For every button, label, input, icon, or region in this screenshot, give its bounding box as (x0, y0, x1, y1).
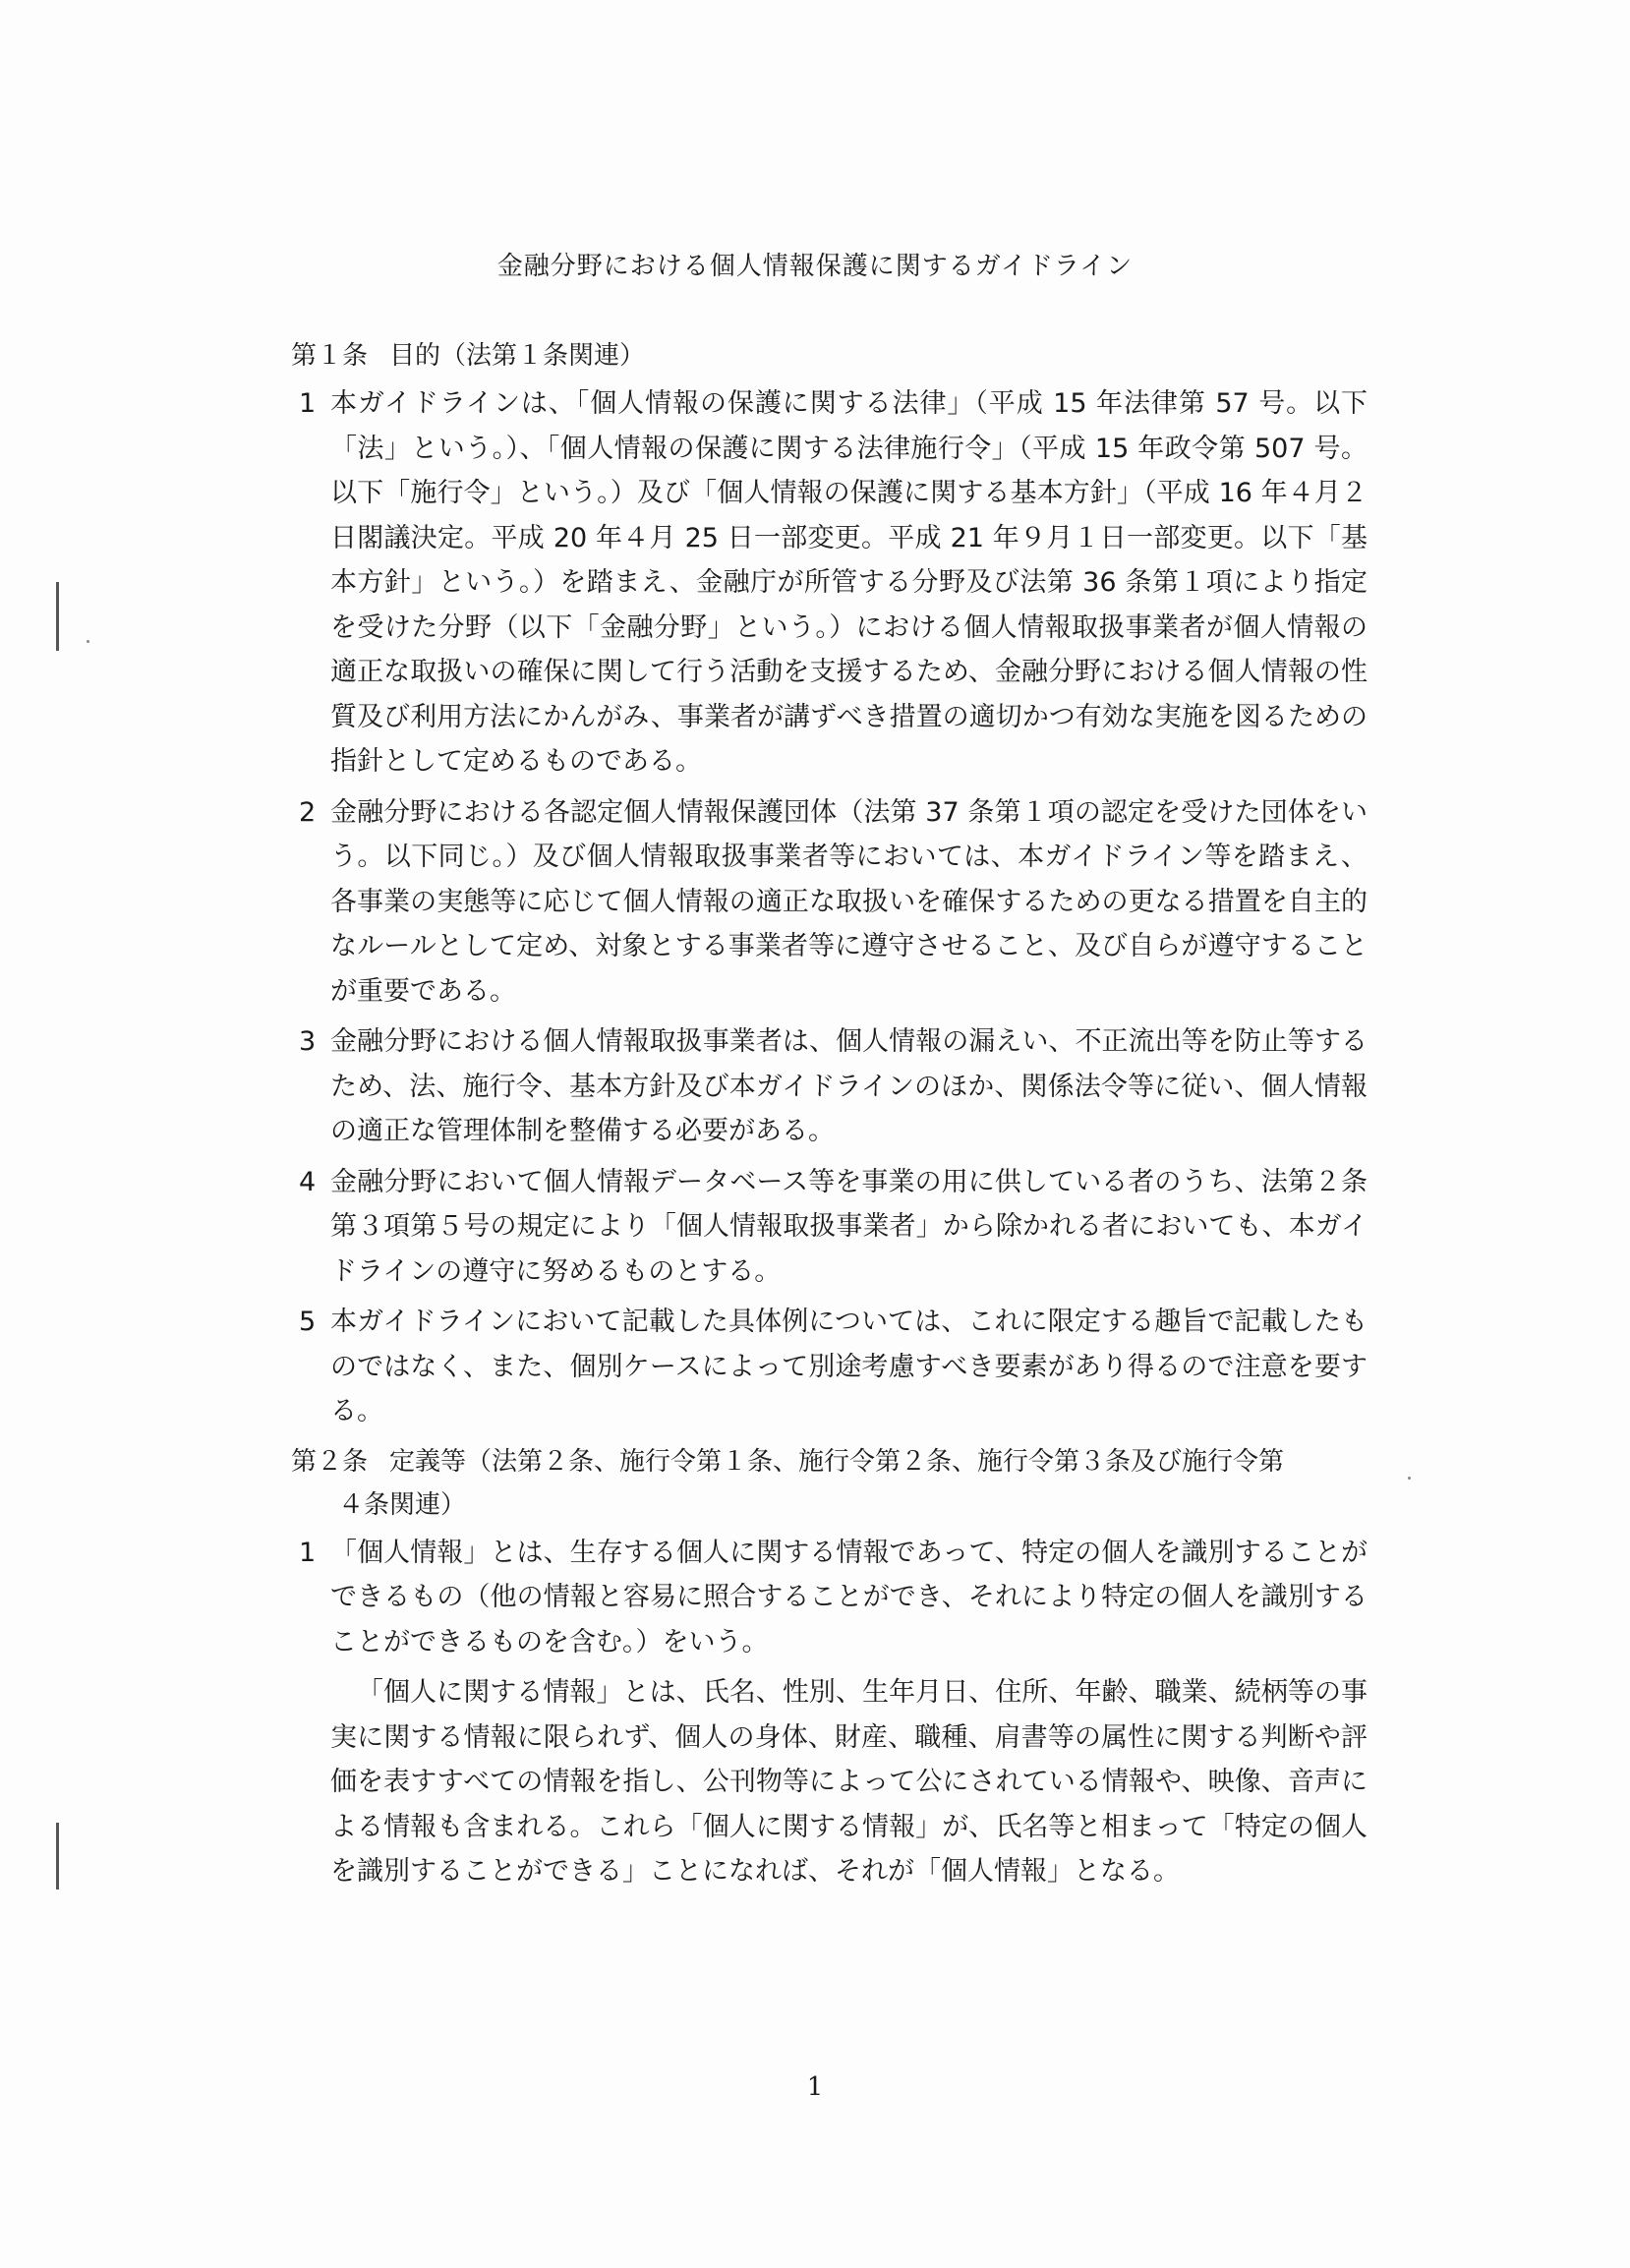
paragraph-number: 1 (299, 1537, 317, 1568)
paragraph-text: 金融分野における個人情報取扱事業者は、個人情報の漏えい、不正流出等を防止等するため、法、施行令、基本方針及び本ガイドラインのほか、関係法令等に従い、個人情報の適正な管理体制を整備する必要がある。 (330, 1026, 1368, 1146)
article-2-title: 定義等（法第２条、施行令第１条、施行令第２条、施行令第３条及び施行令第 (389, 1446, 1285, 1477)
article-2-paragraph-1-continued (291, 1670, 1368, 1894)
article-2-title-continued: ４条関連） (338, 1489, 467, 1520)
scan-artifact-mark-top (56, 582, 59, 651)
article-1-heading (291, 334, 1368, 378)
article-1-paragraph-4 (291, 1160, 1368, 1295)
document-body (291, 334, 1368, 1900)
paragraph-number: 4 (299, 1166, 317, 1197)
paragraph-text: 金融分野において個人情報データベース等を事業の用に供している者のうち、法第２条第３項第５号の規定により「個人情報取扱事業者」から除かれる者においても、本ガイドラインの遵守に努めるものとする。 (330, 1166, 1368, 1287)
article-1-paragraph-2 (291, 790, 1368, 1015)
document-title: 金融分野における個人情報保護に関するガイドライン (496, 252, 1134, 281)
paragraph-number: 1 (299, 388, 317, 419)
paragraph-text: 本ガイドラインにおいて記載した具体例については、これに限定する趣旨で記載したものではなく、また、個別ケースによって別途考慮すべき要素があり得るので注意を要する。 (330, 1307, 1368, 1426)
article-1-paragraph-1 (291, 381, 1368, 785)
article-1-number: 第１条 (291, 341, 369, 371)
paragraph-number: 5 (299, 1307, 317, 1337)
article-1-paragraph-3 (291, 1019, 1368, 1154)
paragraph-text: 「個人情報」とは、生存する個人に関する情報であって、特定の個人を識別することができるもの（他の情報と容易に照合することができ、それにより特定の個人を識別することができるものを含む。）をいう。 (330, 1537, 1368, 1657)
paragraph-number: 3 (299, 1026, 317, 1057)
article-2-paragraph-1 (291, 1531, 1368, 1665)
page-number: 1 (806, 2072, 824, 2102)
article-1-title: 目的（法第１条関連） (389, 341, 646, 371)
scan-artifact-dot (1408, 1477, 1411, 1480)
article-2-number: 第２条 (291, 1446, 369, 1477)
paragraph-text: 金融分野における各認定個人情報保護団体（法第 37 条第１項の認定を受けた団体をいう。以下同じ。）及び個人情報取扱事業者等においては、本ガイドライン等を踏まえ、各事業の実態等に応じて個人情報の適正な取扱いを確保するための更なる措置を自主的なルールとして定め、対象とする事業者等に遵守させること、及び自らが遵守することが重要である。 (330, 796, 1368, 1007)
scan-artifact-mark-bottom (56, 1823, 59, 1890)
article-2-heading (291, 1440, 1368, 1527)
paragraph-number: 2 (299, 796, 317, 828)
paragraph-text: 本ガイドラインは、「個人情報の保護に関する法律」（平成 15 年法律第 57 号。以下「法」という。）、「個人情報の保護に関する法律施行令」（平成 15 年政令第 507 号。以下「施行令」という。）及び「個人情報の保護に関する基本方針」（平成 16 年４月２日閣議決定。平成 20 年４月 25 日一部変更。平成 21 年９月１日一部変更。以下「基本方針」という。）を踏まえ、金融庁が所管する分野及び法第 36 条第１項により指定を受けた分野（以下「金融分野」という。）における個人情報取扱事業者が個人情報の適正な取扱いの確保に関して行う活動を支援するため、金融分野における個人情報の性質及び利用方法にかんがみ、事業者が講ずべき措置の適切かつ有効な実施を図るための指針として定めるものである。 (330, 388, 1368, 777)
scan-artifact-dot (87, 640, 89, 643)
paragraph-text: 「個人に関する情報」とは、氏名、性別、生年月日、住所、年齢、職業、続柄等の事実に関する情報に限られず、個人の身体、財産、職種、肩書等の属性に関する判断や評価を表すすべての情報を指し、公刊物等によって公にされている情報や、映像、音声による情報も含まれる。これら「個人に関する情報」が、氏名等と相まって「特定の個人を識別することができる」ことになれば、それが「個人情報」となる。 (330, 1677, 1368, 1887)
article-1-paragraph-5 (291, 1300, 1368, 1434)
